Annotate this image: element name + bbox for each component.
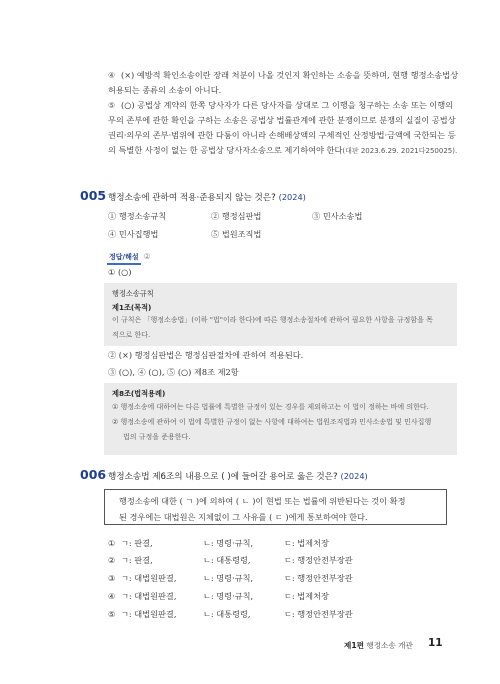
item-marker: ⑤ [108, 101, 116, 110]
option-part-c: ㄷ: 법제처장 [284, 538, 329, 548]
item-text: (×) 예방적 확인소송이란 장래 처분이 나올 것인지 확인하는 소송을 뜻하며, 현행 행정소송법상 허용되는 종류의 소송이 아니다. [108, 70, 459, 95]
option-text: 법원조직법 [221, 229, 262, 239]
question-text [108, 191, 306, 203]
passage-line: 행정소송에 대한 ( ㄱ )에 의하여 ( ㄴ )이 현법 또는 법률에 위반된다는 것이 확정 [119, 496, 406, 506]
item-marker: ④ [108, 71, 116, 80]
statute-article: 제8조(법적용례) [112, 389, 166, 398]
statute-line: 이 규칙은 「행정소송법」(이하 "법"이라 한다)에 따른 행정소송절차에 관하여 필요한 사항을 규정함을 목 [112, 316, 433, 324]
statute-body [112, 400, 454, 445]
option-5[interactable] [211, 229, 261, 240]
question-year: (2024) [278, 192, 306, 202]
explanation-line-1: ① (○) [108, 267, 132, 277]
case-citation: (대판 2023.6.29. 2021다250025). [342, 147, 458, 155]
option-3[interactable] [312, 211, 362, 222]
question-year: (2024) [340, 471, 368, 481]
passage-text [119, 493, 437, 525]
option-text: 민사집행법 [118, 229, 159, 239]
question-number: 005 [80, 188, 107, 203]
option-marker: ④ [108, 591, 116, 601]
item-text: (○) 공법상 계약의 한쪽 당사자가 다른 당사자를 상대로 그 이행을 청구하는 소송 또는 이행의무의 존부에 관한 확인을 구하는 소송은 공법상 법률관계에 관한 분쟁이므로 분쟁의 실질이 공법상 권리·의무의 존부·범위에 관한 다툼이 아니라 손해배상액의 구체적인 산정방법·금액에 국한되는 등의 특별한 사정이 없는 한 공법상 당사자소송으로 제기하여야 한다 [108, 100, 456, 155]
option-marker: ④ [108, 229, 117, 239]
running-footer [344, 640, 413, 651]
explanation-line-3: ③ (○), ④ (○), ⑤ (○) 제8조 제2항 [108, 367, 239, 377]
option-part-c: ㄷ: 행정안전부장관 [284, 573, 353, 583]
option-1[interactable] [108, 211, 166, 222]
option-4[interactable] [108, 229, 158, 240]
option-marker: ② [211, 211, 220, 221]
statute-line: ② 행정소송에 관하여 이 법에 특별한 규정이 없는 사항에 대하여는 법원조직법과 민사소송법 및 민사집행 [112, 418, 432, 426]
option-part-c: ㄷ: 행정안전부장관 [284, 555, 353, 565]
option-part-b: ㄴ: 명령·규칙, [203, 538, 254, 548]
statute-title: 행정소송규칙 [112, 289, 154, 298]
option-marker: ① [108, 211, 117, 221]
option-marker: ⑤ [211, 229, 220, 239]
option-marker: ① [108, 538, 116, 548]
question-stem: 행정소송법 제6조의 내용으로 ( )에 들어갈 용어로 옳은 것은? [108, 472, 338, 482]
option-part-b: ㄴ: 명령·규칙, [203, 573, 254, 583]
option-part-a: ㄱ: 대법원판결, [121, 591, 177, 601]
option-marker: ② [108, 555, 116, 565]
option-part-b: ㄴ: 명령·규칙, [203, 591, 254, 601]
statute-article: 제1조(목적) [112, 303, 152, 312]
page-number: 11 [428, 637, 443, 649]
option-marker: ③ [312, 211, 321, 221]
option-part-c: ㄷ: 법제처장 [284, 591, 329, 601]
statute-body [112, 313, 452, 343]
explanation-line-2: ② (×) 행정심판법은 행정심판절차에 관하여 적용된다. [108, 350, 304, 360]
footer-part: 제1편 [344, 641, 364, 650]
option-part-b: ㄴ: 대통령령, [203, 609, 251, 619]
option-part-a: ㄱ: 대법원판결, [121, 609, 177, 619]
question-text [108, 470, 368, 482]
statute-line: ① 행정소송에 대하여는 다른 법률에 특별한 규정이 있는 경우를 제외하고는 이 법이 정하는 바에 의한다. [112, 403, 429, 411]
passage-line: 된 경우에는 대법원은 지체없이 그 사유를 ( ㄷ )에게 통보하여야 한다. [119, 512, 368, 522]
footer-title: 행정소송 개관 [366, 641, 413, 650]
question-stem: 행정소송에 관하여 적용·준용되지 않는 것은? [108, 193, 276, 203]
option-part-a: ㄱ: 판결, [121, 555, 153, 565]
option-2[interactable] [211, 211, 261, 222]
question-number: 006 [80, 467, 107, 482]
explanation-item-4 [108, 68, 460, 98]
option-part-a: ㄱ: 대법원판결, [121, 573, 177, 583]
option-part-a: ㄱ: 판결, [121, 538, 153, 548]
passage-box [104, 489, 447, 525]
option-marker: ⑤ [108, 609, 116, 619]
answer-number-icon: ② [143, 252, 151, 261]
option-part-b: ㄴ: 대통령령, [203, 555, 251, 565]
statute-line: 적으로 한다. [112, 331, 151, 339]
option-marker: ③ [108, 573, 116, 583]
option-text: 행정소송규칙 [118, 211, 167, 221]
statute-box-rules [104, 283, 457, 346]
option-part-c: ㄷ: 행정안전부장관 [284, 609, 353, 619]
explanation-item-5 [108, 98, 460, 159]
statute-line: 법의 규정을 준용한다. [123, 433, 191, 441]
statute-box-article-8 [104, 383, 457, 455]
option-text: 행정심판법 [221, 211, 262, 221]
option-text: 민사소송법 [322, 211, 363, 221]
answer-explanation-badge: 정답/해설 [107, 251, 141, 265]
